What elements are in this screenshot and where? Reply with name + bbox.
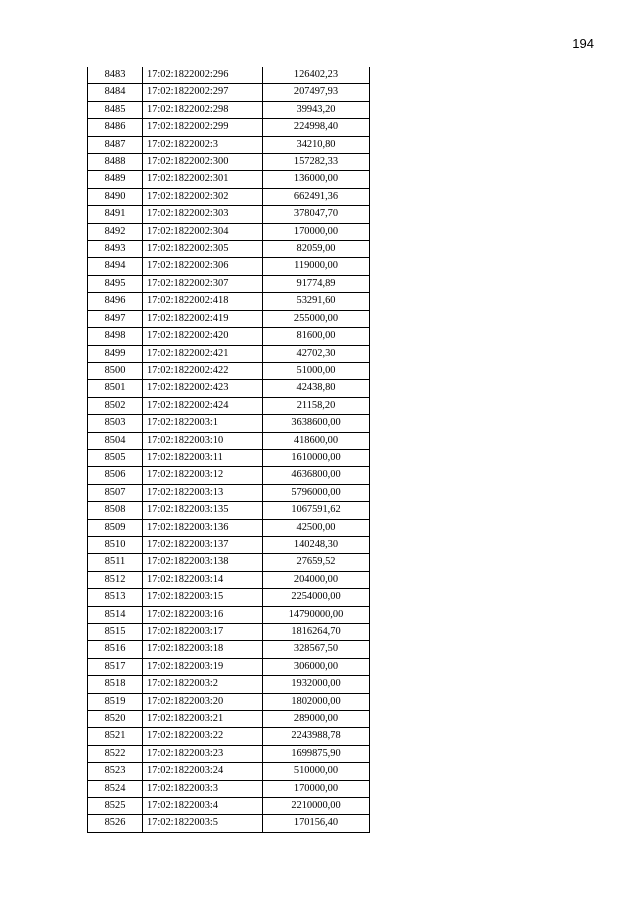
row-number-cell: 8500 (88, 362, 143, 379)
cadastral-number-cell: 17:02:1822003:12 (143, 467, 263, 484)
row-number-cell: 8516 (88, 641, 143, 658)
value-cell: 14790000,00 (263, 606, 370, 623)
cadastral-number-cell: 17:02:1822003:138 (143, 554, 263, 571)
value-cell: 53291,60 (263, 293, 370, 310)
cadastral-number-cell: 17:02:1822002:296 (143, 67, 263, 84)
table-row (88, 815, 370, 832)
value-cell: 91774,89 (263, 275, 370, 292)
table-row (88, 711, 370, 728)
cadastral-number-cell: 17:02:1822002:302 (143, 188, 263, 205)
cadastral-number-cell: 17:02:1822002:303 (143, 206, 263, 223)
row-number-cell: 8485 (88, 101, 143, 118)
row-number-cell: 8520 (88, 711, 143, 728)
cadastral-number-cell: 17:02:1822002:305 (143, 241, 263, 258)
row-number-cell: 8493 (88, 241, 143, 258)
value-cell: 5796000,00 (263, 484, 370, 501)
value-cell: 39943,20 (263, 101, 370, 118)
row-number-cell: 8503 (88, 415, 143, 432)
row-number-cell: 8511 (88, 554, 143, 571)
cadastral-number-cell: 17:02:1822003:24 (143, 763, 263, 780)
cadastral-number-cell: 17:02:1822003:20 (143, 693, 263, 710)
table-row (88, 380, 370, 397)
data-table (87, 67, 370, 833)
table-row (88, 154, 370, 171)
table-body (88, 67, 370, 832)
value-cell: 2254000,00 (263, 589, 370, 606)
cadastral-number-cell: 17:02:1822003:137 (143, 536, 263, 553)
table-row (88, 188, 370, 205)
value-cell: 328567,50 (263, 641, 370, 658)
cadastral-number-cell: 17:02:1822003:22 (143, 728, 263, 745)
cadastral-number-cell: 17:02:1822003:2 (143, 676, 263, 693)
row-number-cell: 8521 (88, 728, 143, 745)
table-row (88, 763, 370, 780)
row-number-cell: 8501 (88, 380, 143, 397)
table-row (88, 258, 370, 275)
cadastral-number-cell: 17:02:1822003:17 (143, 624, 263, 641)
value-cell: 418600,00 (263, 432, 370, 449)
value-cell: 2210000,00 (263, 798, 370, 815)
row-number-cell: 8524 (88, 780, 143, 797)
row-number-cell: 8497 (88, 310, 143, 327)
table-row (88, 467, 370, 484)
table-row (88, 641, 370, 658)
value-cell: 2243988,78 (263, 728, 370, 745)
table-row (88, 589, 370, 606)
value-cell: 140248,30 (263, 536, 370, 553)
row-number-cell: 8522 (88, 745, 143, 762)
row-number-cell: 8492 (88, 223, 143, 240)
value-cell: 42702,30 (263, 345, 370, 362)
row-number-cell: 8499 (88, 345, 143, 362)
table-row (88, 101, 370, 118)
cadastral-number-cell: 17:02:1822003:21 (143, 711, 263, 728)
row-number-cell: 8508 (88, 502, 143, 519)
value-cell: 204000,00 (263, 571, 370, 588)
table-row (88, 67, 370, 84)
table-row (88, 449, 370, 466)
table-row (88, 345, 370, 362)
row-number-cell: 8509 (88, 519, 143, 536)
row-number-cell: 8494 (88, 258, 143, 275)
table-row (88, 119, 370, 136)
cadastral-number-cell: 17:02:1822003:16 (143, 606, 263, 623)
table-row (88, 780, 370, 797)
cadastral-number-cell: 17:02:1822002:3 (143, 136, 263, 153)
row-number-cell: 8514 (88, 606, 143, 623)
table-row (88, 571, 370, 588)
cadastral-number-cell: 17:02:1822002:304 (143, 223, 263, 240)
cadastral-number-cell: 17:02:1822003:10 (143, 432, 263, 449)
cadastral-number-cell: 17:02:1822003:135 (143, 502, 263, 519)
cadastral-number-cell: 17:02:1822003:19 (143, 658, 263, 675)
row-number-cell: 8504 (88, 432, 143, 449)
row-number-cell: 8502 (88, 397, 143, 414)
value-cell: 1802000,00 (263, 693, 370, 710)
cadastral-number-cell: 17:02:1822003:5 (143, 815, 263, 832)
value-cell: 1699875,90 (263, 745, 370, 762)
cadastral-number-cell: 17:02:1822002:420 (143, 328, 263, 345)
value-cell: 82059,00 (263, 241, 370, 258)
value-cell: 289000,00 (263, 711, 370, 728)
row-number-cell: 8507 (88, 484, 143, 501)
row-number-cell: 8519 (88, 693, 143, 710)
row-number-cell: 8510 (88, 536, 143, 553)
table-row (88, 241, 370, 258)
cadastral-number-cell: 17:02:1822002:422 (143, 362, 263, 379)
cadastral-number-cell: 17:02:1822002:307 (143, 275, 263, 292)
cadastral-number-cell: 17:02:1822003:4 (143, 798, 263, 815)
value-cell: 1816264,70 (263, 624, 370, 641)
row-number-cell: 8489 (88, 171, 143, 188)
value-cell: 126402,23 (263, 67, 370, 84)
cadastral-number-cell: 17:02:1822002:419 (143, 310, 263, 327)
table-row (88, 397, 370, 414)
cadastral-number-cell: 17:02:1822003:1 (143, 415, 263, 432)
row-number-cell: 8523 (88, 763, 143, 780)
value-cell: 510000,00 (263, 763, 370, 780)
row-number-cell: 8517 (88, 658, 143, 675)
row-number-cell: 8496 (88, 293, 143, 310)
value-cell: 136000,00 (263, 171, 370, 188)
value-cell: 21158,20 (263, 397, 370, 414)
row-number-cell: 8512 (88, 571, 143, 588)
value-cell: 119000,00 (263, 258, 370, 275)
value-cell: 170156,40 (263, 815, 370, 832)
row-number-cell: 8505 (88, 449, 143, 466)
row-number-cell: 8488 (88, 154, 143, 171)
value-cell: 255000,00 (263, 310, 370, 327)
cadastral-number-cell: 17:02:1822002:297 (143, 84, 263, 101)
cadastral-number-cell: 17:02:1822002:306 (143, 258, 263, 275)
table-row (88, 84, 370, 101)
value-cell: 34210,80 (263, 136, 370, 153)
table-row (88, 676, 370, 693)
cadastral-number-cell: 17:02:1822002:299 (143, 119, 263, 136)
row-number-cell: 8513 (88, 589, 143, 606)
value-cell: 224998,40 (263, 119, 370, 136)
row-number-cell: 8498 (88, 328, 143, 345)
value-cell: 207497,93 (263, 84, 370, 101)
table-row (88, 484, 370, 501)
row-number-cell: 8518 (88, 676, 143, 693)
value-cell: 1610000,00 (263, 449, 370, 466)
row-number-cell: 8483 (88, 67, 143, 84)
row-number-cell: 8525 (88, 798, 143, 815)
cadastral-number-cell: 17:02:1822003:3 (143, 780, 263, 797)
table-row (88, 328, 370, 345)
row-number-cell: 8484 (88, 84, 143, 101)
cadastral-number-cell: 17:02:1822003:136 (143, 519, 263, 536)
cadastral-number-cell: 17:02:1822003:23 (143, 745, 263, 762)
value-cell: 51000,00 (263, 362, 370, 379)
row-number-cell: 8526 (88, 815, 143, 832)
value-cell: 170000,00 (263, 223, 370, 240)
table-row (88, 432, 370, 449)
table-row (88, 536, 370, 553)
table-row (88, 745, 370, 762)
value-cell: 662491,36 (263, 188, 370, 205)
cadastral-number-cell: 17:02:1822002:424 (143, 397, 263, 414)
value-cell: 157282,33 (263, 154, 370, 171)
cadastral-number-cell: 17:02:1822002:421 (143, 345, 263, 362)
cadastral-number-cell: 17:02:1822002:301 (143, 171, 263, 188)
value-cell: 1067591,62 (263, 502, 370, 519)
cadastral-number-cell: 17:02:1822002:300 (143, 154, 263, 171)
table-row (88, 293, 370, 310)
table-row (88, 693, 370, 710)
cadastral-number-cell: 17:02:1822002:418 (143, 293, 263, 310)
row-number-cell: 8506 (88, 467, 143, 484)
row-number-cell: 8491 (88, 206, 143, 223)
row-number-cell: 8515 (88, 624, 143, 641)
value-cell: 81600,00 (263, 328, 370, 345)
cadastral-number-cell: 17:02:1822003:18 (143, 641, 263, 658)
table-row (88, 171, 370, 188)
cadastral-number-cell: 17:02:1822003:14 (143, 571, 263, 588)
table-row (88, 798, 370, 815)
row-number-cell: 8495 (88, 275, 143, 292)
table-row (88, 275, 370, 292)
value-cell: 378047,70 (263, 206, 370, 223)
value-cell: 1932000,00 (263, 676, 370, 693)
table-row (88, 606, 370, 623)
cadastral-number-cell: 17:02:1822002:423 (143, 380, 263, 397)
value-cell: 42438,80 (263, 380, 370, 397)
table-row (88, 658, 370, 675)
cadastral-number-cell: 17:02:1822003:11 (143, 449, 263, 466)
page-number: 194 (572, 36, 594, 51)
table-row (88, 206, 370, 223)
value-cell: 306000,00 (263, 658, 370, 675)
table-row (88, 362, 370, 379)
row-number-cell: 8487 (88, 136, 143, 153)
table-row (88, 136, 370, 153)
value-cell: 27659,52 (263, 554, 370, 571)
table-row (88, 310, 370, 327)
value-cell: 4636800,00 (263, 467, 370, 484)
row-number-cell: 8490 (88, 188, 143, 205)
row-number-cell: 8486 (88, 119, 143, 136)
table-row (88, 223, 370, 240)
cadastral-number-cell: 17:02:1822003:13 (143, 484, 263, 501)
table-row (88, 502, 370, 519)
cadastral-number-cell: 17:02:1822002:298 (143, 101, 263, 118)
table-row (88, 554, 370, 571)
table-row (88, 519, 370, 536)
table-row (88, 624, 370, 641)
value-cell: 42500,00 (263, 519, 370, 536)
cadastral-number-cell: 17:02:1822003:15 (143, 589, 263, 606)
table-row (88, 415, 370, 432)
table-row (88, 728, 370, 745)
value-cell: 170000,00 (263, 780, 370, 797)
value-cell: 3638600,00 (263, 415, 370, 432)
